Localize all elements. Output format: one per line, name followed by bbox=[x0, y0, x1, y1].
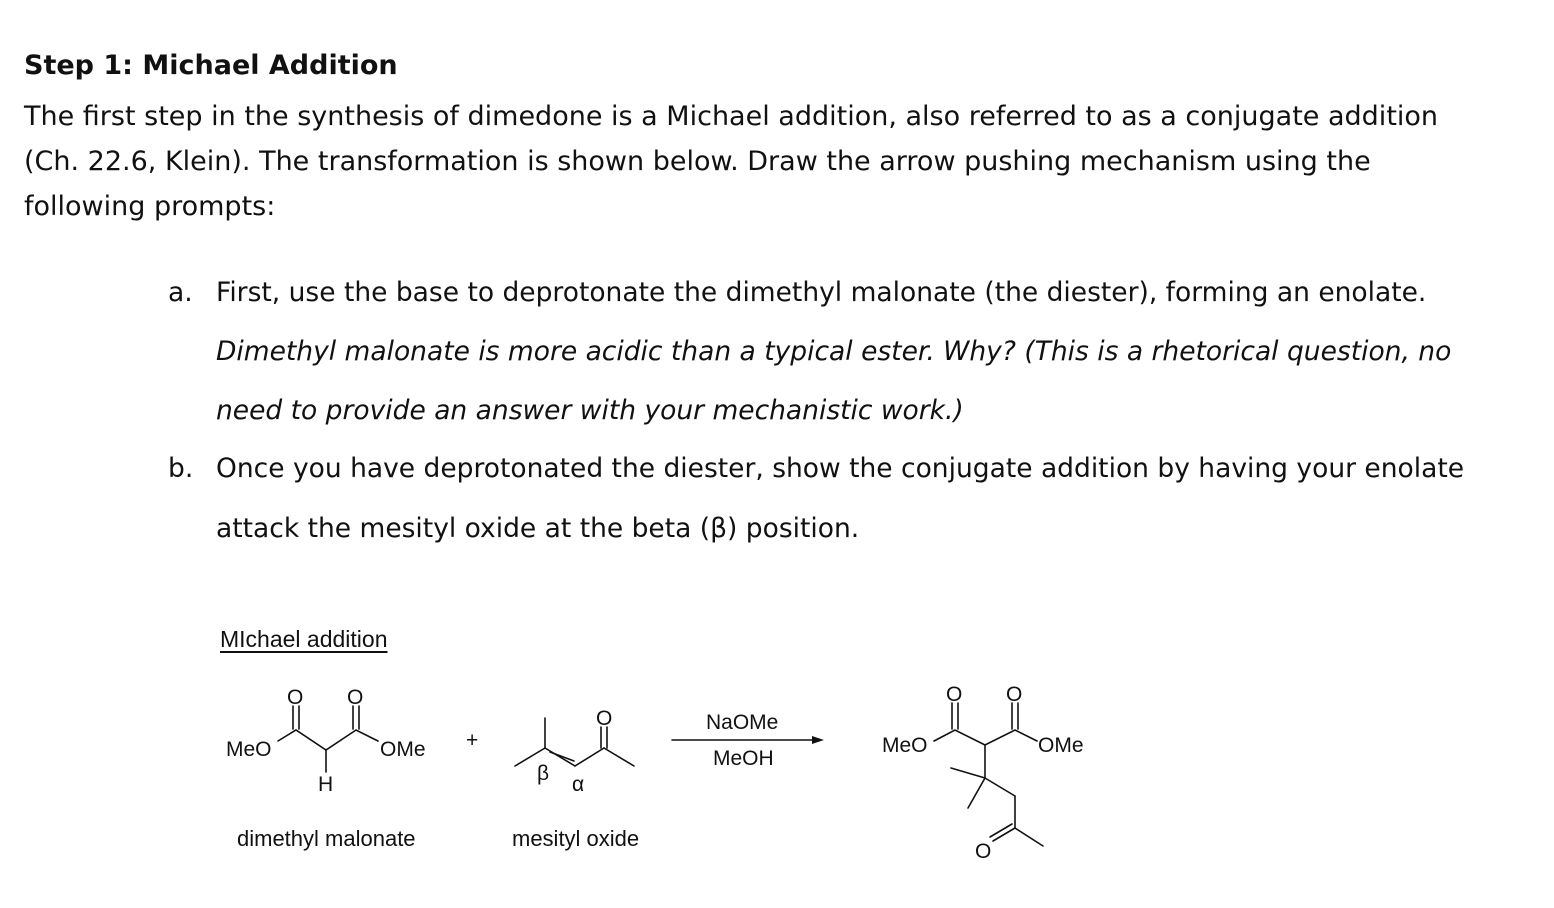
product-oxygen-3: O bbox=[975, 840, 992, 863]
malonate-right-group: OMe bbox=[380, 738, 426, 761]
malonate-name: dimethyl malonate bbox=[237, 826, 416, 851]
mesityl-oxygen: O bbox=[596, 707, 613, 730]
section-heading: Step 1: Michael Addition bbox=[24, 50, 398, 81]
reagent-label: NaOMe bbox=[706, 711, 779, 734]
list-marker-a: a. bbox=[168, 277, 193, 308]
product-left-group: MeO bbox=[882, 734, 928, 757]
product-oxygen-2: O bbox=[1006, 683, 1023, 706]
list-marker-b: b. bbox=[168, 453, 194, 484]
product-structure bbox=[934, 703, 1043, 846]
product-oxygen-1: O bbox=[946, 683, 963, 706]
item-b-text-cont: attack the mesityl oxide at the beta (β) position. bbox=[216, 513, 860, 544]
beta-label: β bbox=[537, 762, 550, 785]
alpha-label: α bbox=[572, 773, 585, 796]
plus-sign: + bbox=[466, 729, 479, 752]
solvent-label: MeOH bbox=[713, 747, 774, 770]
item-a-text: First, use the base to deprotonate the dimethyl malonate (the diester), forming an enolate. bbox=[216, 277, 1427, 308]
arrow-head bbox=[812, 736, 824, 744]
item-a-question-cont: need to provide an answer with your mechanistic work.) bbox=[216, 395, 964, 426]
mesityl-oxide-structure bbox=[515, 718, 634, 766]
item-a-question: Dimethyl malonate is more acidic than a typical ester. Why? (This is a rhetorical question, no bbox=[216, 336, 1452, 367]
mesityl-name: mesityl oxide bbox=[512, 826, 640, 851]
malonate-left-group: MeO bbox=[226, 738, 272, 761]
malonate-oxygen-1: O bbox=[287, 686, 304, 709]
item-b-text: Once you have deprotonated the diester, show the conjugate addition by having your enolate bbox=[216, 453, 1465, 484]
intro-paragraph: The first step in the synthesis of dimedone is a Michael addition, also referred to as a conjugate addition (Ch. 22.6, Klein). The transformation is shown below. Draw the arrow pushing mechanism using the following prompts: bbox=[24, 101, 1439, 222]
product-right-group: OMe bbox=[1038, 734, 1084, 757]
malonate-hydrogen: H bbox=[318, 773, 334, 796]
scheme-title: MIchael addition bbox=[220, 626, 388, 652]
malonate-oxygen-2: O bbox=[347, 686, 364, 709]
malonate-structure bbox=[278, 706, 378, 772]
